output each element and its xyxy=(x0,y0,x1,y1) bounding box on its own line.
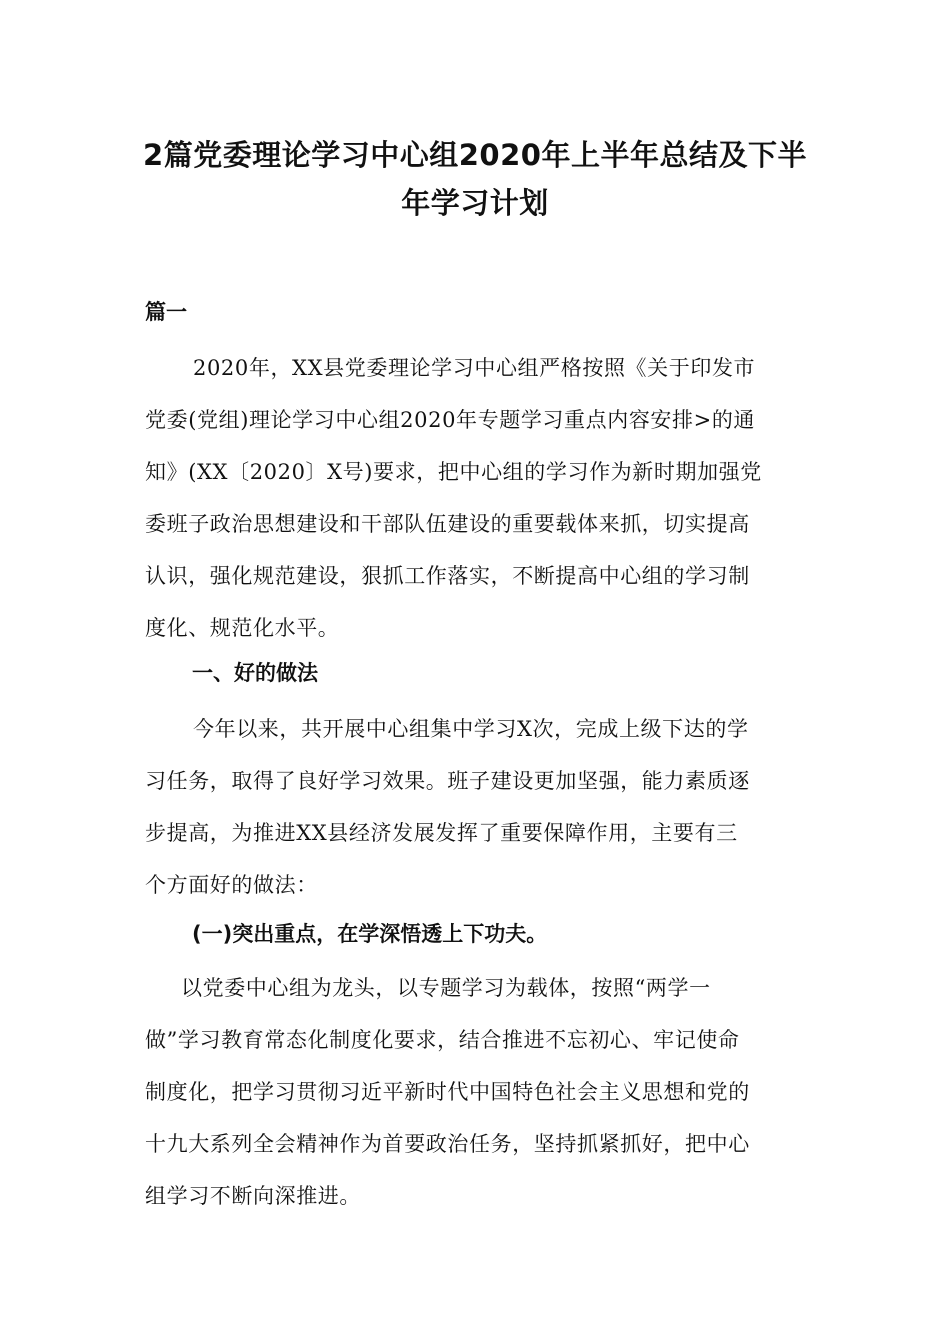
paragraph-line: 做”学习教育常态化制度化要求，结合推进不忘初心、牢记使命 xyxy=(145,1028,740,1052)
paragraph-line: 个方面好的做法： xyxy=(145,873,318,897)
section-heading-good-practices: 一、好的做法 xyxy=(192,661,318,685)
paragraph-intro xyxy=(145,342,815,654)
document-title-line-2: 年学习计划 xyxy=(401,186,549,220)
part-label: 篇一 xyxy=(145,300,187,324)
paragraph-line: 十九大系列全会精神作为首要政治任务，坚持抓紧抓好，把中心 xyxy=(145,1132,750,1156)
paragraph-line: 今年以来，共开展中心组集中学习X次，完成上级下达的学 xyxy=(193,717,749,741)
paragraph-focus xyxy=(145,962,815,1222)
paragraph-line: 知》(XX〔2020〕X号)要求，把中心组的学习作为新时期加强党 xyxy=(145,460,762,484)
paragraph-line: 度化、规范化水平。 xyxy=(145,616,340,640)
paragraph-practices xyxy=(145,703,815,911)
paragraph-line: 习任务，取得了良好学习效果。班子建设更加坚强，能力素质逐 xyxy=(145,769,750,793)
paragraph-line: 党委(党组)理论学习中心组2020年专题学习重点内容安排>的通 xyxy=(145,408,756,432)
paragraph-line: 委班子政治思想建设和干部队伍建设的重要载体来抓，切实提高 xyxy=(145,512,750,536)
paragraph-line: 以党委中心组为龙头，以专题学习为载体，按照“两学一 xyxy=(181,976,711,1000)
paragraph-line: 制度化，把学习贯彻习近平新时代中国特色社会主义思想和党的 xyxy=(145,1080,750,1104)
paragraph-line: 步提高，为推进XX县经济发展发挥了重要保障作用，主要有三 xyxy=(145,821,738,845)
document-title-line-1: 2篇党委理论学习中心组2020年上半年总结及下半 xyxy=(143,138,807,172)
paragraph-line: 2020年，XX县党委理论学习中心组严格按照《关于印发市 xyxy=(193,356,756,380)
paragraph-line: 组学习不断向深推进。 xyxy=(145,1184,361,1208)
subsection-heading-focus: (一)突出重点，在学深悟透上下功夫。 xyxy=(192,922,548,946)
paragraph-line: 认识，强化规范建设，狠抓工作落实，不断提高中心组的学习制 xyxy=(145,564,750,588)
